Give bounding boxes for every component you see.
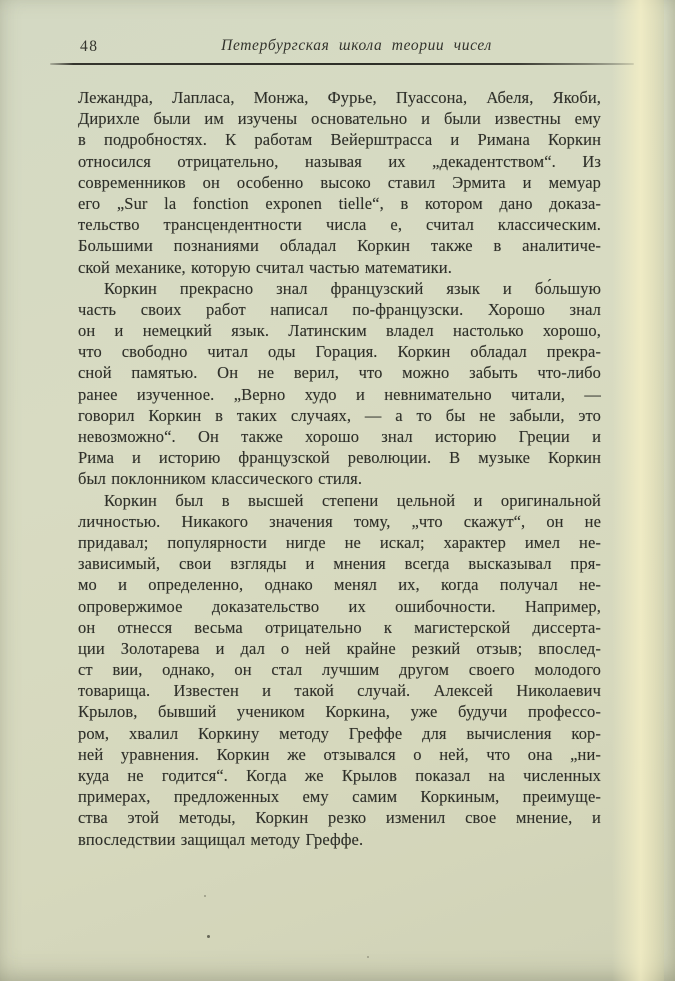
text-line: сной памятью. Он не верил, что можно забыть что-либо — [78, 363, 601, 383]
text-line: Дирихле были им изучены основательно и были известны ему — [78, 109, 601, 129]
page-edge-sheen — [612, 0, 664, 981]
text-line: ром, хвалил Коркину методу Греффе для вычисления кор- — [78, 723, 601, 743]
text-line: ст вии, однако, он стал лучшим другом своего молодого — [78, 660, 601, 680]
page-number: 48 — [80, 38, 99, 55]
text-line: зависимый, свои взгляды и мнения всегда высказывал пря- — [78, 554, 601, 574]
paper-speck — [204, 895, 206, 897]
paper-speck — [207, 935, 210, 938]
text-line: ства этой методы, Коркин резко изменил свое мнение, и — [78, 808, 601, 828]
text-line: ции Золотарева и дал о ней крайне резкий отзыв; впослед- — [78, 638, 601, 658]
text-line: невозможно“. Он также хорошо знал историю Греции и — [78, 427, 601, 446]
text-line: он и немецкий язык. Латинским владел настолько хорошо, — [78, 321, 601, 341]
text-line: Коркин прекрасно знал французский язык и бо́льшую — [104, 278, 601, 298]
text-line: примерах, предложенных ему самим Коркиным, преимуще- — [78, 787, 601, 807]
text-line: опровержимое доказательство их ошибочности. Например, — [78, 596, 601, 616]
text-line: современников он особенно высоко ставил Эрмита и мемуар — [78, 172, 601, 192]
text-line: был поклонником классического стиля. — [78, 469, 363, 489]
paper-speck — [367, 956, 369, 958]
paragraph — [78, 490, 601, 850]
text-line: ской механике, которую считал частью математики. — [78, 257, 452, 277]
text-line: Большими познаниями обладал Коркин также в аналитиче- — [78, 236, 601, 256]
text-line: относился отрицательно, называя их „декадентством“. Из — [78, 151, 601, 171]
text-line: Лежандра, Лапласа, Монжа, Фурье, Пуассона, Абеля, Якоби, — [78, 88, 601, 107]
text-line: что свободно читал оды Горация. Коркин обладал прекра- — [78, 342, 601, 362]
text-line: куда не годится“. Когда же Крылов показал на численных — [78, 766, 601, 785]
text-line: личностью. Никакого значения тому, „что скажут“, он не — [78, 511, 601, 531]
text-line: тельство трансцендентности числа е, считал классическим. — [78, 215, 601, 235]
text-line: он отнесся весьма отрицательно к магистерской диссерта- — [78, 617, 601, 637]
text-line: товарища. Известен и такой случай. Алексей Николаевич — [78, 681, 601, 701]
text-line: Рима и историю французской революции. В музыке Коркин — [78, 448, 601, 468]
text-line: говорил Коркин в таких случаях, — а то бы не забыли, это — [78, 405, 601, 425]
text-line: придавал; популярности нигде не искал; характер имел не- — [78, 532, 601, 552]
page-edge-shadow — [663, 0, 675, 981]
paragraph — [78, 278, 601, 490]
text-block — [78, 87, 601, 850]
text-line: часть своих работ написал по-французски. Хорошо знал — [78, 299, 601, 319]
text-line: ней уравнения. Коркин же отзывался о ней, что она „ни- — [78, 744, 601, 764]
text-line: в подробностях. К работам Вейерштрасса и Римана Коркин — [78, 130, 601, 150]
text-line: его „Sur la fonction exponen tielle“, в котором дано доказа- — [78, 193, 601, 213]
header-rule — [50, 63, 634, 65]
text-line: мо и определенно, однако менял их, когда получал не- — [78, 575, 601, 595]
text-line: впоследствии защищал методу Греффе. — [78, 829, 364, 849]
running-title: Петербургская школа теории чисел — [221, 37, 492, 54]
paragraph — [78, 87, 601, 278]
text-line: Крылов, бывший учеником Коркина, уже будучи профессо- — [78, 702, 601, 722]
text-line: ранее изученное. „Верно худо и невнимательно читали, — — [78, 384, 601, 404]
text-line: Коркин был в высшей степени цельной и оригинальной — [104, 490, 601, 510]
